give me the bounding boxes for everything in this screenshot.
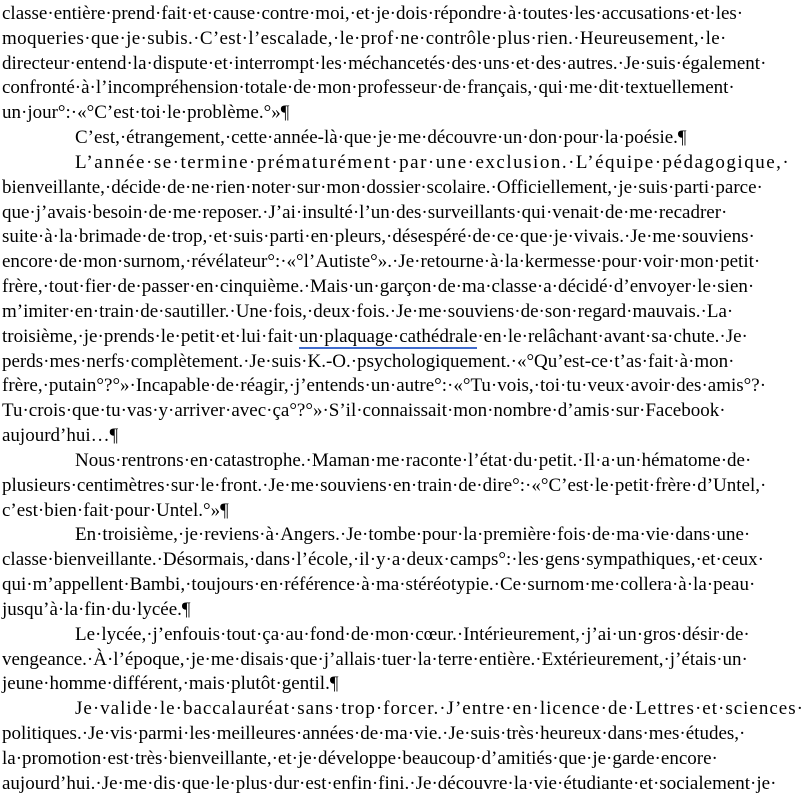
text-line: aujourd’hui…¶ — [2, 425, 119, 447]
text-line: la·promotion·est·très·bienveillante,·et·je·développe·beaucoup·d’amitiés·que·je·garde·encore· — [2, 747, 718, 769]
text-line: que·j’avais·besoin·de·me·reposer.·J’ai·insulté·l’un·des·surveillants·qui·venait·de·me·recadrer· — [2, 201, 728, 223]
text-line: moqueries·que·je·subis.·C’est·l’escalade,·le·prof·ne·contrôle·plus·rien.·Heureusement,·le· — [2, 27, 727, 49]
text-line: jusqu’à·la·fin·du·lycée.¶ — [2, 598, 191, 620]
text-line: directeur·entend·la·dispute·et·interrompt·les·méchancetés·des·uns·et·des·autres.·Je·suis·également· — [2, 52, 767, 74]
text-line: encore·de·mon·surnom,·révélateur°:·«°l’Autiste°».·Je·retourne·à·la·kermesse·pour·voir·mon·petit· — [2, 251, 761, 273]
text-line: Le·lycée,·j’enfouis·tout·ça·au·fond·de·mon·cœur.·Intérieurement,·j’ai·un·gros·désir·de· — [75, 623, 750, 645]
text-line-with-grammar-flag — [2, 325, 795, 350]
text-line: Nous·rentrons·en·catastrophe.·Maman·me·raconte·l’état·du·petit.·Il·a·un·hématome·de· — [75, 449, 752, 471]
text-line: frère,·tout·fier·de·passer·en·cinquième.·Mais·un·garçon·de·ma·classe·a·décidé·d’envoyer·le·sien· — [2, 276, 755, 298]
text-line: classe·entière·prend·fait·et·cause·contre·moi,·et·je·dois·répondre·à·toutes·les·accusations·et·les· — [2, 3, 744, 24]
text-line: politiques.·Je·vis·parmi·les·meilleures·années·de·ma·vie.·Je·suis·très·heureux·dans·mes·études,· — [2, 723, 746, 745]
text-line: m’imiter·en·train·de·sautiller.·Une·fois,·deux·fois.·Je·me·souviens·de·son·regard·mauvais.·La· — [2, 300, 734, 322]
text-line: En·troisième,·je·reviens·à·Angers.·Je·tombe·pour·la·première·fois·de·ma·vie·dans·une· — [75, 524, 751, 546]
text-line: suite·à·la·brimade·de·trop,·et·suis·parti·en·pleurs,·désespéré·de·ce·que·je·vivais.·Je·me·souviens· — [2, 226, 755, 248]
text-line: perds·mes·nerfs·complètement.·Je·suis·K.-O.·psychologiquement.·«°Qu’est-ce·t’as·fait·à·mon· — [2, 350, 735, 372]
text-line: L’année·se·termine·prématurément·par·une·exclusion.·L’équipe·pédagogique,· — [75, 151, 791, 173]
text-line: Tu·crois·que·tu·vas·y·arriver·avec·ça°?°»·S’il·connaissait·mon·nombre·d’amis·sur·Facebook· — [2, 400, 726, 422]
text-line: bienveillante,·décide·de·ne·rien·noter·sur·mon·dossier·scolaire.·Officiellement,·je·suis·parti·parce· — [2, 176, 763, 198]
text-line: classe·bienveillante.·Désormais,·dans·l’école,·il·y·a·deux·camps°:·les·gens·sympathiques,·et·ceux· — [2, 549, 765, 571]
text-line: plusieurs·centimètres·sur·le·front.·Je·me·souviens·en·train·de·dire°:·«°C’est·le·petit·frère·d’Untel,· — [2, 474, 767, 496]
grammar-flagged-phrase[interactable]: un·plaquage·cathédrale — [299, 325, 478, 347]
text-line: Je·valide·le·baccalauréat·sans·trop·forcer.·J’entre·en·licence·de·Lettres·et·sciences· — [75, 698, 804, 720]
text-line: C’est,·étrangement,·cette·année-là·que·je·me·découvre·un·don·pour·la·poésie.¶ — [75, 127, 687, 149]
text-line: frère,·putain°?°»·Incapable·de·réagir,·j’entends·un·autre°:·«°Tu·vois,·toi·tu·veux·avoir·des·amis°?· — [2, 375, 767, 397]
text-line: confronté·à·l’incompréhension·totale·de·mon·professeur·de·français,·qui·me·dit·textuellement· — [2, 77, 735, 99]
text-segment: ·en·le·relâchant·avant·sa·chute.·Je· — [477, 325, 748, 347]
text-segment: troisième,·je·prends·le·petit·et·lui·fait· — [2, 325, 300, 347]
text-line: qui·m’appellent·Bambi,·toujours·en·référence·à·ma·stéréotypie.·Ce·surnom·me·collera·à·la·peau· — [2, 574, 756, 596]
text-line-clipped: aujourd’hui.·Je·me·dis·que·le·plus·dur·est·enfin·fini.·Je·découvre·la·vie·étudiante·et·socialement·je· — [2, 772, 777, 794]
text-line: un·jour°:·«°C’est·toi·le·problème.°»¶ — [2, 102, 290, 124]
text-line: vengeance.·À·l’époque,·je·me·disais·que·j’allais·tuer·la·terre·entière.·Extérieurement,·j’étais·un· — [2, 648, 748, 670]
text-line: jeune·homme·différent,·mais·plutôt·gentil.¶ — [2, 673, 339, 695]
text-line: c’est·bien·fait·pour·Untel.°»¶ — [2, 499, 229, 521]
